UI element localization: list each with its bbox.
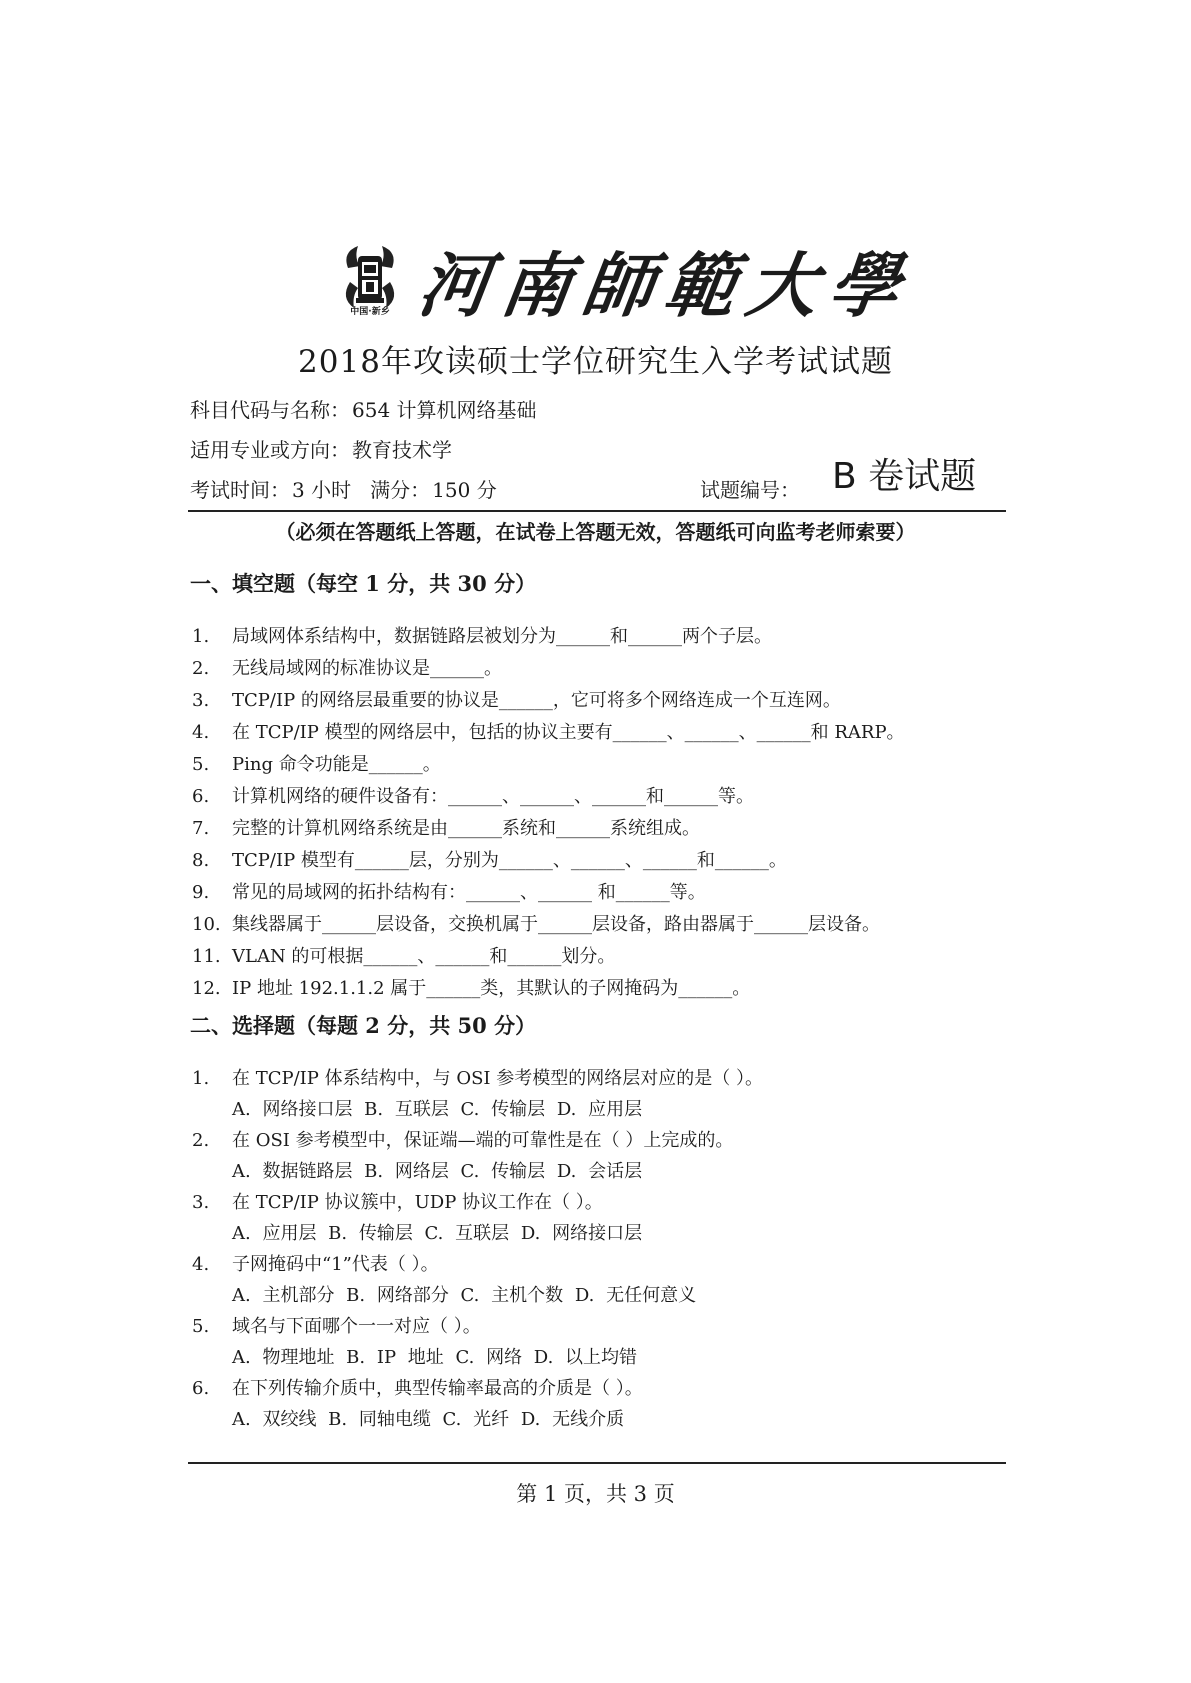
- question-number: 12.: [192, 978, 221, 999]
- question-text: VLAN 的可根据______、______和______划分。: [232, 946, 616, 967]
- question-text: 常见的局域网的拓扑结构有：______、______ 和______等。: [232, 882, 706, 903]
- question-number: 2.: [192, 658, 210, 679]
- fill-question: [192, 846, 787, 872]
- question-text: TCP/IP 的网络层最重要的协议是______，它可将多个网络连成一个互连网。: [232, 690, 841, 711]
- page-number: 第 1 页，共 3 页: [516, 1482, 675, 1506]
- fill-question: [192, 814, 700, 840]
- question-text: 计算机网络的硬件设备有：______、______、______和______等。: [232, 786, 754, 807]
- question-text: 在下列传输介质中，典型传输率最高的介质是（ ）。: [232, 1378, 643, 1399]
- question-text: 集线器属于______层设备，交换机属于______层设备，路由器属于______层设备。: [232, 914, 880, 935]
- question-text: 在 TCP/IP 协议簇中，UDP 协议工作在（ ）。: [232, 1192, 603, 1213]
- choice-options: A. 网络接口层 B. 互联层 C. 传输层 D. 应用层: [232, 1099, 643, 1120]
- question-text: 完整的计算机网络系统是由______系统和______系统组成。: [232, 818, 700, 839]
- question-number: 3.: [192, 1192, 210, 1213]
- question-number: 6.: [192, 786, 210, 807]
- university-logo: [340, 230, 918, 340]
- choice-options: A. 双绞线 B. 同轴电缆 C. 光纤 D. 无线介质: [232, 1409, 625, 1430]
- subject-line: [190, 394, 537, 423]
- fill-question: [192, 910, 880, 936]
- question-text: IP 地址 192.1.1.2 属于______类，其默认的子网掩码为______。: [232, 978, 751, 999]
- header-divider: [188, 510, 1006, 512]
- question-text: 无线局域网的标准协议是______。: [232, 658, 502, 679]
- choice-question: [192, 1126, 733, 1152]
- section-choice-title: 二、选择题（每题 2 分，共 50 分）: [190, 1013, 537, 1038]
- choice-options: A. 物理地址 B. IP 地址 C. 网络 D. 以上均错: [232, 1347, 638, 1368]
- question-number: 10.: [192, 914, 221, 935]
- major-label: 适用专业或方向：: [190, 438, 350, 462]
- exam-notice: （必须在答题纸上答题，在试卷上答题无效，答题纸可向监考老师索要）: [275, 520, 916, 544]
- choice-question: [192, 1064, 763, 1090]
- major-line: [190, 434, 452, 463]
- question-text: TCP/IP 模型有______层，分别为______、______、______和______。: [232, 850, 787, 871]
- question-number: 2.: [192, 1130, 210, 1151]
- choice-question: [192, 1188, 603, 1214]
- choice-question: [192, 1374, 643, 1400]
- question-number: 1.: [192, 1068, 210, 1089]
- question-number: 5.: [192, 1316, 210, 1337]
- section-fill-in-title: 一、填空题（每空 1 分，共 30 分）: [190, 571, 537, 596]
- fill-question: [192, 718, 905, 744]
- question-text: 在 TCP/IP 模型的网络层中，包括的协议主要有______、______、______和 RARP。: [232, 722, 905, 743]
- question-number: 9.: [192, 882, 210, 903]
- fill-question: [192, 654, 502, 680]
- question-number: 7.: [192, 818, 210, 839]
- paper-type: B 卷试题: [832, 456, 977, 497]
- question-number: 4.: [192, 722, 210, 743]
- time-line: [190, 474, 497, 503]
- fill-question: [192, 622, 772, 648]
- question-text: 域名与下面哪个一一对应（ ）。: [232, 1316, 481, 1337]
- score-value: 150 分: [432, 478, 497, 502]
- question-number: 6.: [192, 1378, 210, 1399]
- question-text: 子网掩码中“1”代表（ ）。: [232, 1254, 439, 1275]
- subject-label: 科目代码与名称：: [190, 398, 350, 422]
- question-text: 局域网体系结构中，数据链路层被划分为______和______两个子层。: [232, 626, 772, 647]
- fill-question: [192, 750, 441, 776]
- question-number: 1.: [192, 626, 210, 647]
- question-text: 在 OSI 参考模型中，保证端—端的可靠性是在（ ）上完成的。: [232, 1130, 734, 1151]
- exam-title: 2018年攻读硕士学位研究生入学考试试题: [298, 344, 893, 380]
- question-text: Ping 命令功能是______。: [232, 754, 441, 775]
- score-label: 满分：: [370, 478, 431, 502]
- fill-question: [192, 686, 841, 712]
- fill-question: [192, 942, 615, 968]
- choice-options: A. 应用层 B. 传输层 C. 互联层 D. 网络接口层: [232, 1223, 643, 1244]
- choice-question: [192, 1250, 439, 1276]
- question-number: 8.: [192, 850, 210, 871]
- seal-caption: 中国·新乡: [350, 307, 390, 317]
- choice-options: A. 主机部分 B. 网络部分 C. 主机个数 D. 无任何意义: [232, 1285, 697, 1306]
- question-number: 3.: [192, 690, 210, 711]
- choice-question: [192, 1312, 481, 1338]
- fill-question: [192, 878, 706, 904]
- question-text: 在 TCP/IP 体系结构中，与 OSI 参考模型的网络层对应的是（ ）。: [232, 1068, 763, 1089]
- fill-question: [192, 782, 754, 808]
- university-name: 河南師範大學: [413, 244, 918, 327]
- paper-code-label: 试题编号：: [700, 478, 800, 502]
- footer-divider: [188, 1462, 1006, 1464]
- time-value: 3 小时: [292, 478, 352, 502]
- subject-value: 654 计算机网络基础: [352, 398, 537, 422]
- time-label: 考试时间：: [190, 478, 290, 502]
- major-value: 教育技术学: [352, 438, 452, 462]
- question-number: 4.: [192, 1254, 210, 1275]
- question-number: 5.: [192, 754, 210, 775]
- question-number: 11.: [192, 946, 221, 967]
- fill-question: [192, 974, 750, 1000]
- choice-options: A. 数据链路层 B. 网络层 C. 传输层 D. 会话层: [232, 1161, 643, 1182]
